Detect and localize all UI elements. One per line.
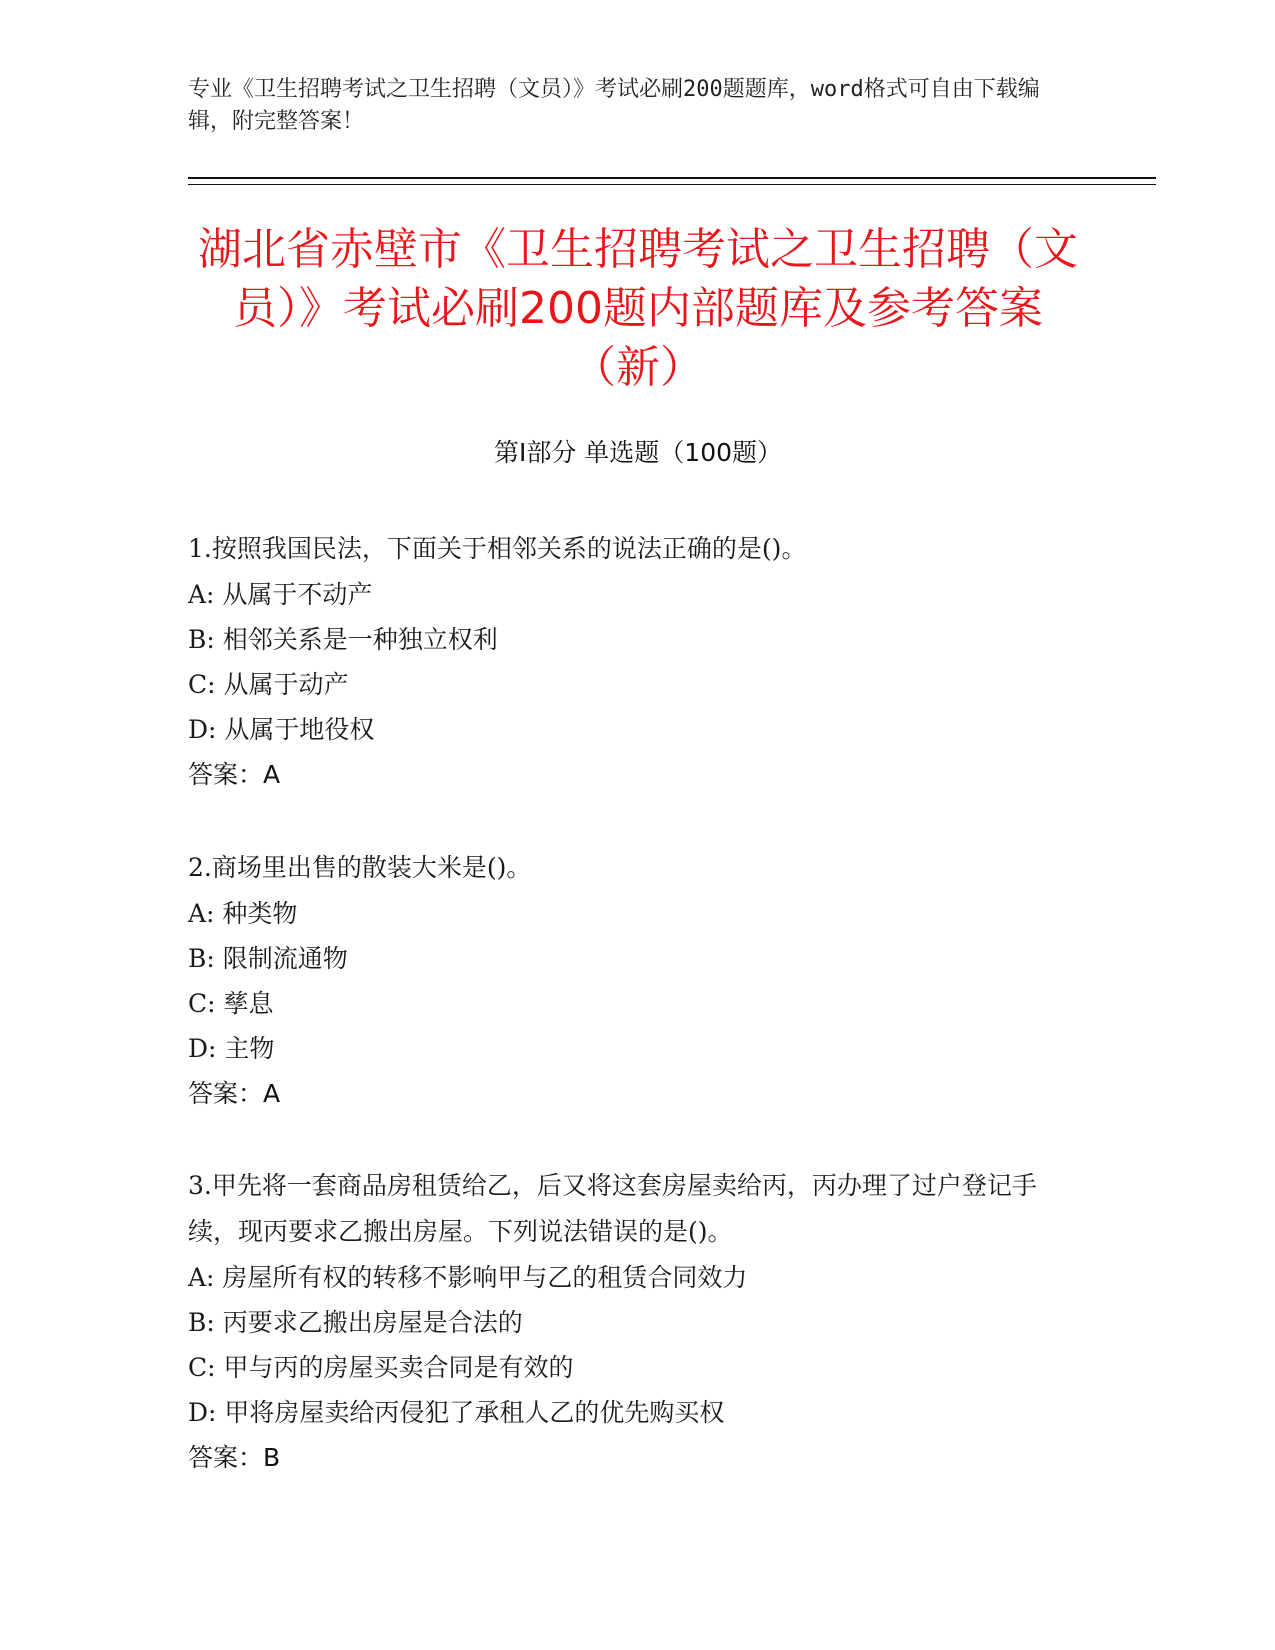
header-divider-thick: [188, 177, 1156, 179]
option-c: C: 从属于动产: [188, 670, 349, 699]
option-c: C: 孳息: [188, 989, 274, 1018]
header-divider-thin: [188, 184, 1156, 185]
question-block: [188, 526, 1068, 798]
question-stem: 1.按照我国民法，下面关于相邻关系的说法正确的是()。: [188, 534, 807, 563]
option-a: A: 从属于不动产: [188, 580, 373, 609]
section-title: 第Ⅰ部分 单选题（100题）: [493, 438, 783, 467]
answer-line: 答案：A: [188, 760, 281, 789]
option-b: B: 丙要求乙搬出房屋是合法的: [188, 1308, 523, 1337]
option-a: A: 种类物: [188, 899, 298, 928]
header-note: 专业《卫生招聘考试之卫生招聘（文员）》考试必刷200题题库，word格式可自由下载编辑，附完整答案！: [188, 77, 1040, 134]
answer-line: 答案：A: [188, 1079, 281, 1108]
option-c: C: 甲与丙的房屋买卖合同是有效的: [188, 1353, 574, 1382]
option-d: D: 甲将房屋卖给丙侵犯了承租人乙的优先购买权: [188, 1398, 725, 1427]
question-block: [188, 845, 1068, 1117]
option-b: B: 相邻关系是一种独立权利: [188, 625, 498, 654]
option-b: B: 限制流通物: [188, 944, 348, 973]
answer-line: 答案：B: [188, 1443, 281, 1472]
question-stem: 3.甲先将一套商品房租赁给乙，后又将这套房屋卖给丙，丙办理了过户登记手续，现丙要求乙搬出房屋。下列说法错误的是()。: [188, 1171, 1037, 1246]
option-a: A: 房屋所有权的转移不影响甲与乙的租赁合同效力: [188, 1263, 748, 1292]
question-stem: 2.商场里出售的散装大米是()。: [188, 853, 532, 882]
question-block: [188, 1163, 1068, 1481]
option-d: D: 从属于地役权: [188, 715, 375, 744]
option-d: D: 主物: [188, 1034, 275, 1063]
document-title: 湖北省赤壁市《卫生招聘考试之卫生招聘（文员）》考试必刷200题内部题库及参考答案（新）: [198, 224, 1078, 393]
